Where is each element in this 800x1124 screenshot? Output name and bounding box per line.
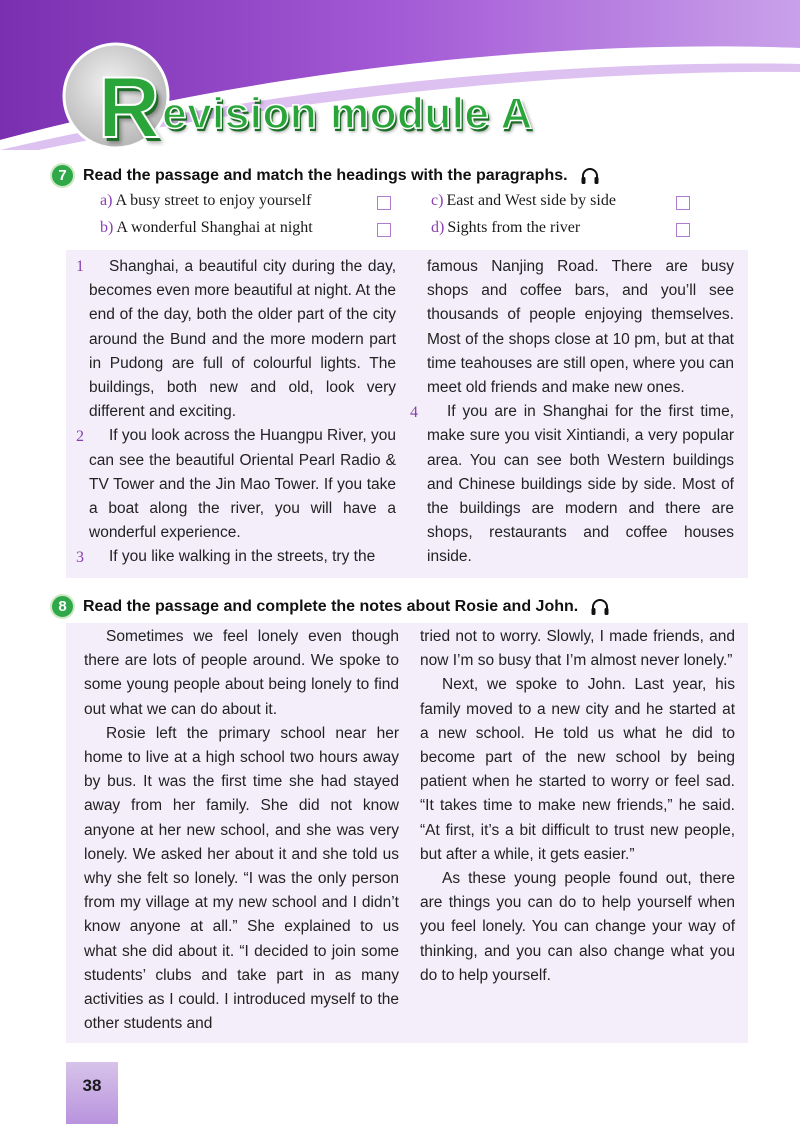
heading-option-d [431, 219, 580, 237]
passage-8-left-column [84, 625, 399, 1036]
paragraph: If you like walking in the streets, try the [109, 548, 376, 566]
paragraph: As these young people found out, there are things you can do to help yourself when you feel lonely. You can change your way of thinking, and you can also change what you do to help yourself. [420, 870, 735, 984]
heading-option-b [100, 219, 313, 237]
paragraph-number: 2 [76, 428, 84, 445]
paragraph: Sometimes we feel lonely even though there are lots of people around. We spoke to some young people about being lonely to find out what we can do about it. [84, 628, 399, 718]
checkbox-icon[interactable] [676, 223, 690, 237]
title-text: evision module A [162, 89, 533, 138]
paragraph: Next, we spoke to John. Last year, his family moved to a new city and he started at a new school. He told us what he did to become part of the new school by being patient when he started to worry or feel sad. “It takes time to make new friends,” he said. “At first, it’s a bit difficult to trust new people, but after a while, it gets easier.” [420, 676, 735, 863]
heading-option-a [100, 192, 311, 210]
section-number-badge: 8 [50, 594, 75, 619]
checkbox-icon[interactable] [377, 196, 391, 210]
paragraph: famous Nanjing Road. There are busy shops and coffee bars, and you’ll see thousands of people enjoying themselves. Most of the shops close at 10 pm, but at that time teahouses are still open, where you can meet old friends and make new ones. [427, 258, 734, 397]
section-number-badge: 7 [50, 163, 75, 188]
paragraph: Shanghai, a beautiful city during the day, becomes even more beautiful at night. At the end of the day, both the older part of the city around the Bund and the more modern part in Pudong are full of colourful lights. The buildings, both new and old, look very different and exciting. [89, 258, 396, 421]
paragraph-number: 1 [76, 258, 84, 275]
page-title [98, 58, 533, 156]
passage-7-right-column [427, 255, 734, 570]
section-8-instruction: Read the passage and complete the notes about Rosie and John. [83, 597, 579, 615]
option-text: A busy street to enjoy yourself [115, 192, 312, 209]
option-text: Sights from the river [447, 219, 581, 236]
passage-7-left-column [89, 255, 396, 570]
title-initial: R [98, 60, 161, 156]
headphones-icon[interactable] [590, 597, 610, 617]
section-8-header [50, 594, 610, 619]
headphones-icon[interactable] [580, 166, 600, 186]
passage-8-right-column [420, 625, 735, 988]
checkbox-icon[interactable] [377, 223, 391, 237]
option-text: East and West side by side [446, 192, 616, 209]
page-number: 38 [82, 1076, 102, 1095]
paragraph: tried not to worry. Slowly, I made friends, and now I’m so busy that I’m almost never lonely.” [420, 628, 735, 670]
heading-option-c [431, 192, 616, 210]
section-7-instruction: Read the passage and match the headings with the paragraphs. [83, 166, 568, 184]
paragraph: If you look across the Huangpu River, you can see the beautiful Oriental Pearl Radio & TV Tower and the Jin Mao Tower. If you take a boat along the river, you will have a wonderful experience. [89, 427, 396, 542]
paragraph-number: 3 [76, 549, 84, 566]
paragraph: If you are in Shanghai for the first time, make sure you visit Xintiandi, a very popular area. You can see both Western buildings and Chinese buildings side by side. Most of the buildings are modern and there are shops, restaurants and coffee houses inside. [427, 403, 734, 566]
option-letter: b) [100, 219, 114, 236]
paragraph: Rosie left the primary school near her home to live at a high school two hours away by bus. It was the first time she had stayed away from her family. She did not know anyone at her new school, and she was very lonely. We asked her about it and she told us why she felt so lonely. “I was the only person from my village at my new school and I didn’t know anyone at all.” She explained to us what she did about it. “I decided to join some students’ clubs and take part in as many activities as I could. I introduced myself to the other students and [84, 724, 399, 1033]
checkbox-icon[interactable] [676, 196, 690, 210]
option-text: A wonderful Shanghai at night [116, 219, 313, 236]
option-letter: a) [100, 192, 113, 209]
section-7-header [50, 163, 600, 188]
paragraph-number: 4 [410, 404, 418, 421]
option-letter: c) [431, 192, 444, 209]
option-letter: d) [431, 219, 445, 236]
